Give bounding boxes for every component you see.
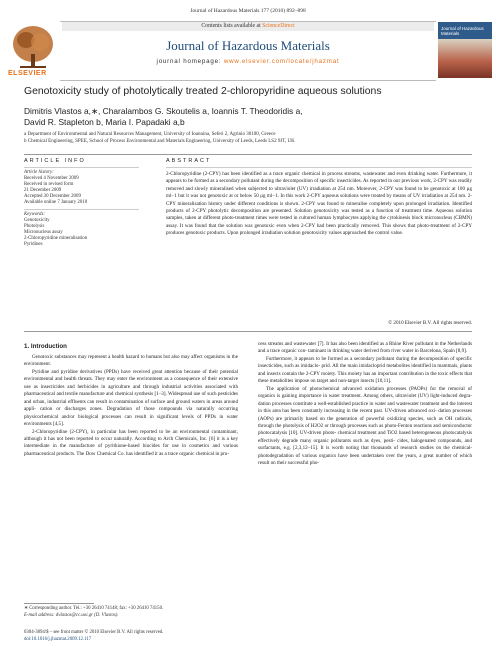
paragraph: The application of photochemical advanced oxidation processes (PAOPs) for the removal of organics is gaining importance in water treatment. Among others, ultraviolet (UV) light-induced degra- dation processes constitute a well-established practice in water and wastewater treatment and the interest in this area has been constantly increasing in the recent past. UV-driven advanced oxi- dation processes (AOPs) are primarily based on the generation of powerful oxidizing species, such as OH radicals, through the photolysis of H2O2 or through processes such as photo-Fenton reactions and semiconductor photocatalysis [10]. UV-driven photo- chemical treatment and TiO2 based heterogeneous photocatalysis effectively degrade many organic pollutants such as dyes, pesti- cides, halogenated compounds, and surfactants, e.g. [2,3,12–15]. It is worth noting that thousands of research studies on the chemical- photodegradation of various organics have been undertaken over the years, a great number of which result on their successful pho-	[258, 385, 472, 467]
keywords-label: Keywords:	[24, 212, 46, 217]
intro-heading: 1. Introduction	[24, 343, 67, 350]
issn-line: 0304-3894/$ – see front matter © 2010 Elsevier B.V. All rights reserved.	[24, 630, 164, 635]
abstract-heading: ABSTRACT	[166, 158, 212, 164]
article-history	[24, 170, 144, 206]
section-divider	[24, 154, 472, 155]
history-item: Received in revised form	[24, 182, 74, 187]
affiliation-a: a Department of Environmental and Natural Resources Management, University of Ioannina, Seferi 2, Agrinio 30100, Greece	[24, 132, 276, 137]
history-item: Received 4 November 2009	[24, 176, 79, 181]
history-item: Available online 7 January 2010	[24, 200, 88, 205]
intro-right-column	[258, 341, 472, 468]
keyword: Genotoxicity	[24, 218, 50, 223]
homepage-link[interactable]: www.elsevier.com/locate/jhazmat	[223, 58, 340, 65]
footnote-rule	[24, 603, 94, 604]
keyword: Photolysis	[24, 224, 45, 229]
copyright: © 2010 Elsevier B.V. All rights reserved.	[388, 320, 472, 326]
article-title: Genotoxicity study of photolytically treated 2-chloropyridine aqueous solutions	[24, 86, 382, 97]
history-item: Accepted 30 December 2009	[24, 194, 81, 199]
section-divider-bottom	[24, 331, 472, 332]
publisher-name: ELSEVIER	[8, 70, 47, 77]
paragraph: 2-Chloropyridine (2-CPY), in particular has been reported to be an environmental contaminant, although it has not been reported to occur naturally. According to Arch Chemicals, Inc. [6] it is a key intermediate in the manufacture of pyrithione-based biocides for use in cosmetics and various pharmaceutical products. The Dow Chemical Co. has identified it as a trace organic chemical in pro-	[24, 428, 238, 457]
affiliation-b: b Chemical Engineering, SPEE, School of Process Environmental and Materials Engineering, University of Leeds, Leeds LS2 9JT, UK	[24, 139, 295, 144]
cover-title: Journal of Hazardous Materials	[441, 26, 484, 36]
corresponding-author: ∗ Corresponding author. Tel.: +30 26410 74148; fax: +30 26410 74150.	[24, 606, 164, 611]
article-info-heading: ARTICLE INFO	[24, 158, 86, 164]
email-line: E-mail address: dvlastos@cc.uoi.gr (D. Vlastos).	[24, 613, 119, 618]
paragraph: cess streams and wastewater [7]. It has also been identified as a Rhine River pollutant in the Netherlands and a trace organic con- taminant in drinking water derived from river water in Barcelona, Spain [8,9].	[258, 341, 472, 355]
paragraph: Furthermore, it appears to be formed as a secondary pollutant during the decomposition of specific insecticides, such as imidaclo- prid. All the main imidacloprid metabolites identified in mammals, plants and insects contain the 2-CPY moiety. This moiety has an important contribution in the toxic effects that these metabolites impose on target and non-target insects [10,11].	[258, 355, 472, 385]
paragraph: Genotoxic substances may represent a health hazard to humans but also may affect organisms in the environment.	[24, 354, 238, 368]
contents-bar	[62, 22, 434, 31]
paragraph: Pyridine and pyridine derivatives (PPDs) have received great attention because of their potential environmental and health threats. They may enter the environment as a consequence of their extensive use as insecticides and herbicides in agriculture and through industrial activities associated with pharmaceutical and textile manufacture and chemical synthesis [1–3]. Widespread use of such pesticides and urban, industrial effluents can result in contamination of surface and ground waters in areas around appli- cation or discharges zones. Degradation of those compounds via naturally occurring physicochemical and/or biological processes can result in significant levels of PPDs in water environments [4,5].	[24, 368, 238, 428]
authors-line-1: Dimitris Vlastos a,∗, Charalambos G. Skoutelis a, Ioannis T. Theodoridis a,	[24, 106, 303, 116]
keywords-rule	[24, 209, 139, 210]
history-item: 21 December 2009	[24, 188, 62, 193]
keywords-block	[24, 212, 144, 248]
history-label: Article history:	[24, 170, 54, 175]
journal-title: Journal of Hazardous Materials	[166, 38, 330, 53]
contents-prefix: Contents lists available at	[201, 23, 263, 29]
authors	[24, 106, 484, 128]
keyword: Micronucleus assay	[24, 230, 63, 235]
doi-link[interactable]: doi:10.1016/j.jhazmat.2009.12.117	[24, 637, 92, 642]
intro-left-column	[24, 354, 238, 458]
keyword: Pyridines	[24, 242, 43, 247]
article-info-rule	[24, 167, 139, 168]
journal-homepage	[62, 58, 434, 65]
running-head: Journal of Hazardous Materials 177 (2010) 892–898	[190, 8, 306, 14]
authors-line-2: David R. Stapleton b, Maria I. Papadaki a,b	[24, 117, 185, 127]
keyword: 2-Chloropyridine mineralisation	[24, 236, 88, 241]
abstract-rule	[166, 167, 472, 168]
homepage-prefix: journal homepage:	[156, 58, 224, 65]
abstract-text: 2-Chloropyridine (2-CPY) has been identified as a trace organic chemical in process streams, wastewater and even drinking water. Furthermore, it appears to be formed as a secondary pollutant during the decomposition of specific insecticides. As reported in our previous work, 2-CPY was readily removed and slowly mineralised when subjected to ultraviolet (UV) irradiation at 254 nm. Moreover, 2-CPY was found to be genotoxic at 100 μg ml−1 but it was not genotoxic at or below 50 μg ml−1. In this work 2-CPY aqueous solutions were treated by means of UV irradiation at 254 nm. 2-CPY mineralisation history under different conditions is shown. 2-CPY was found to mineralise completely upon prolonged irradiation. Identified products of 2-CPY photolytic decomposition are presented. Solution genotoxicity was tested as a function of treatment time. Aqueous solution samples, taken at different photo-treatment times were tested in cultured human lymphocytes applying the cytokinesis block micronucleus (CBMN) assay. It was found that the solution was genotoxic even when 2-CPY had been practically removed. This shows that photo-treatment of 2-CPY produces genotoxic products. Upon prolonged irradiation solution genotoxicity values approached the control value.	[166, 171, 472, 237]
sciencedirect-link[interactable]: ScienceDirect	[262, 23, 295, 29]
